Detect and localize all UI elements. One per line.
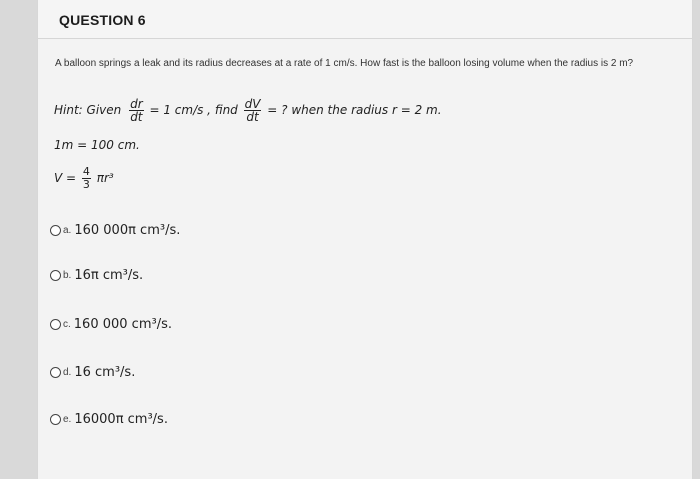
question-panel: [37, 0, 693, 479]
fraction-numerator: 4: [82, 165, 90, 178]
answer-option-a[interactable]: [50, 223, 180, 238]
hint-rate: = 1 cm/s , find: [149, 103, 238, 117]
option-letter: d.: [63, 367, 72, 378]
volume-formula: [54, 166, 114, 191]
hint-line: [54, 98, 442, 123]
fraction-denominator: 3: [82, 178, 90, 191]
option-letter: e.: [63, 414, 72, 425]
unit-conversion: 1m = 100 cm.: [54, 138, 140, 152]
answer-option-d[interactable]: [50, 365, 135, 380]
radio-button[interactable]: [50, 414, 61, 425]
hint-label: Hint: Given: [54, 103, 122, 117]
option-value: 160 000π cm³/s.: [74, 223, 181, 238]
question-title: QUESTION 6: [59, 12, 146, 28]
fraction-dr-dt: [129, 98, 144, 123]
fraction-numerator: dV: [244, 97, 261, 111]
volume-rhs: πr³: [96, 171, 114, 185]
volume-lhs: V =: [54, 171, 77, 185]
option-letter: a.: [63, 225, 72, 236]
option-value: 160 000 cm³/s.: [73, 317, 172, 332]
option-value: 16000π cm³/s.: [74, 412, 168, 427]
option-value: 16π cm³/s.: [74, 268, 144, 283]
fraction-numerator: dr: [130, 97, 143, 111]
fraction-dv-dt: [244, 98, 262, 123]
option-value: 16 cm³/s.: [74, 365, 136, 380]
fraction-four-thirds: [82, 166, 91, 191]
answer-option-c[interactable]: [50, 317, 172, 332]
answer-option-b[interactable]: [50, 268, 143, 283]
hint-tail: = ? when the radius r = 2 m.: [267, 103, 442, 117]
fraction-denominator: dt: [130, 110, 143, 124]
fraction-denominator: dt: [246, 110, 259, 124]
radio-button[interactable]: [50, 319, 61, 330]
radio-button[interactable]: [50, 270, 61, 281]
question-text: A balloon springs a leak and its radius decreases at a rate of 1 cm/s. How fast is the balloon losing volume when the radius is 2 m?: [55, 58, 634, 69]
option-letter: c.: [63, 319, 71, 330]
question-header: [38, 0, 692, 39]
radio-button[interactable]: [50, 367, 61, 378]
radio-button[interactable]: [50, 225, 61, 236]
answer-option-e[interactable]: [50, 412, 168, 427]
option-letter: b.: [63, 270, 72, 281]
